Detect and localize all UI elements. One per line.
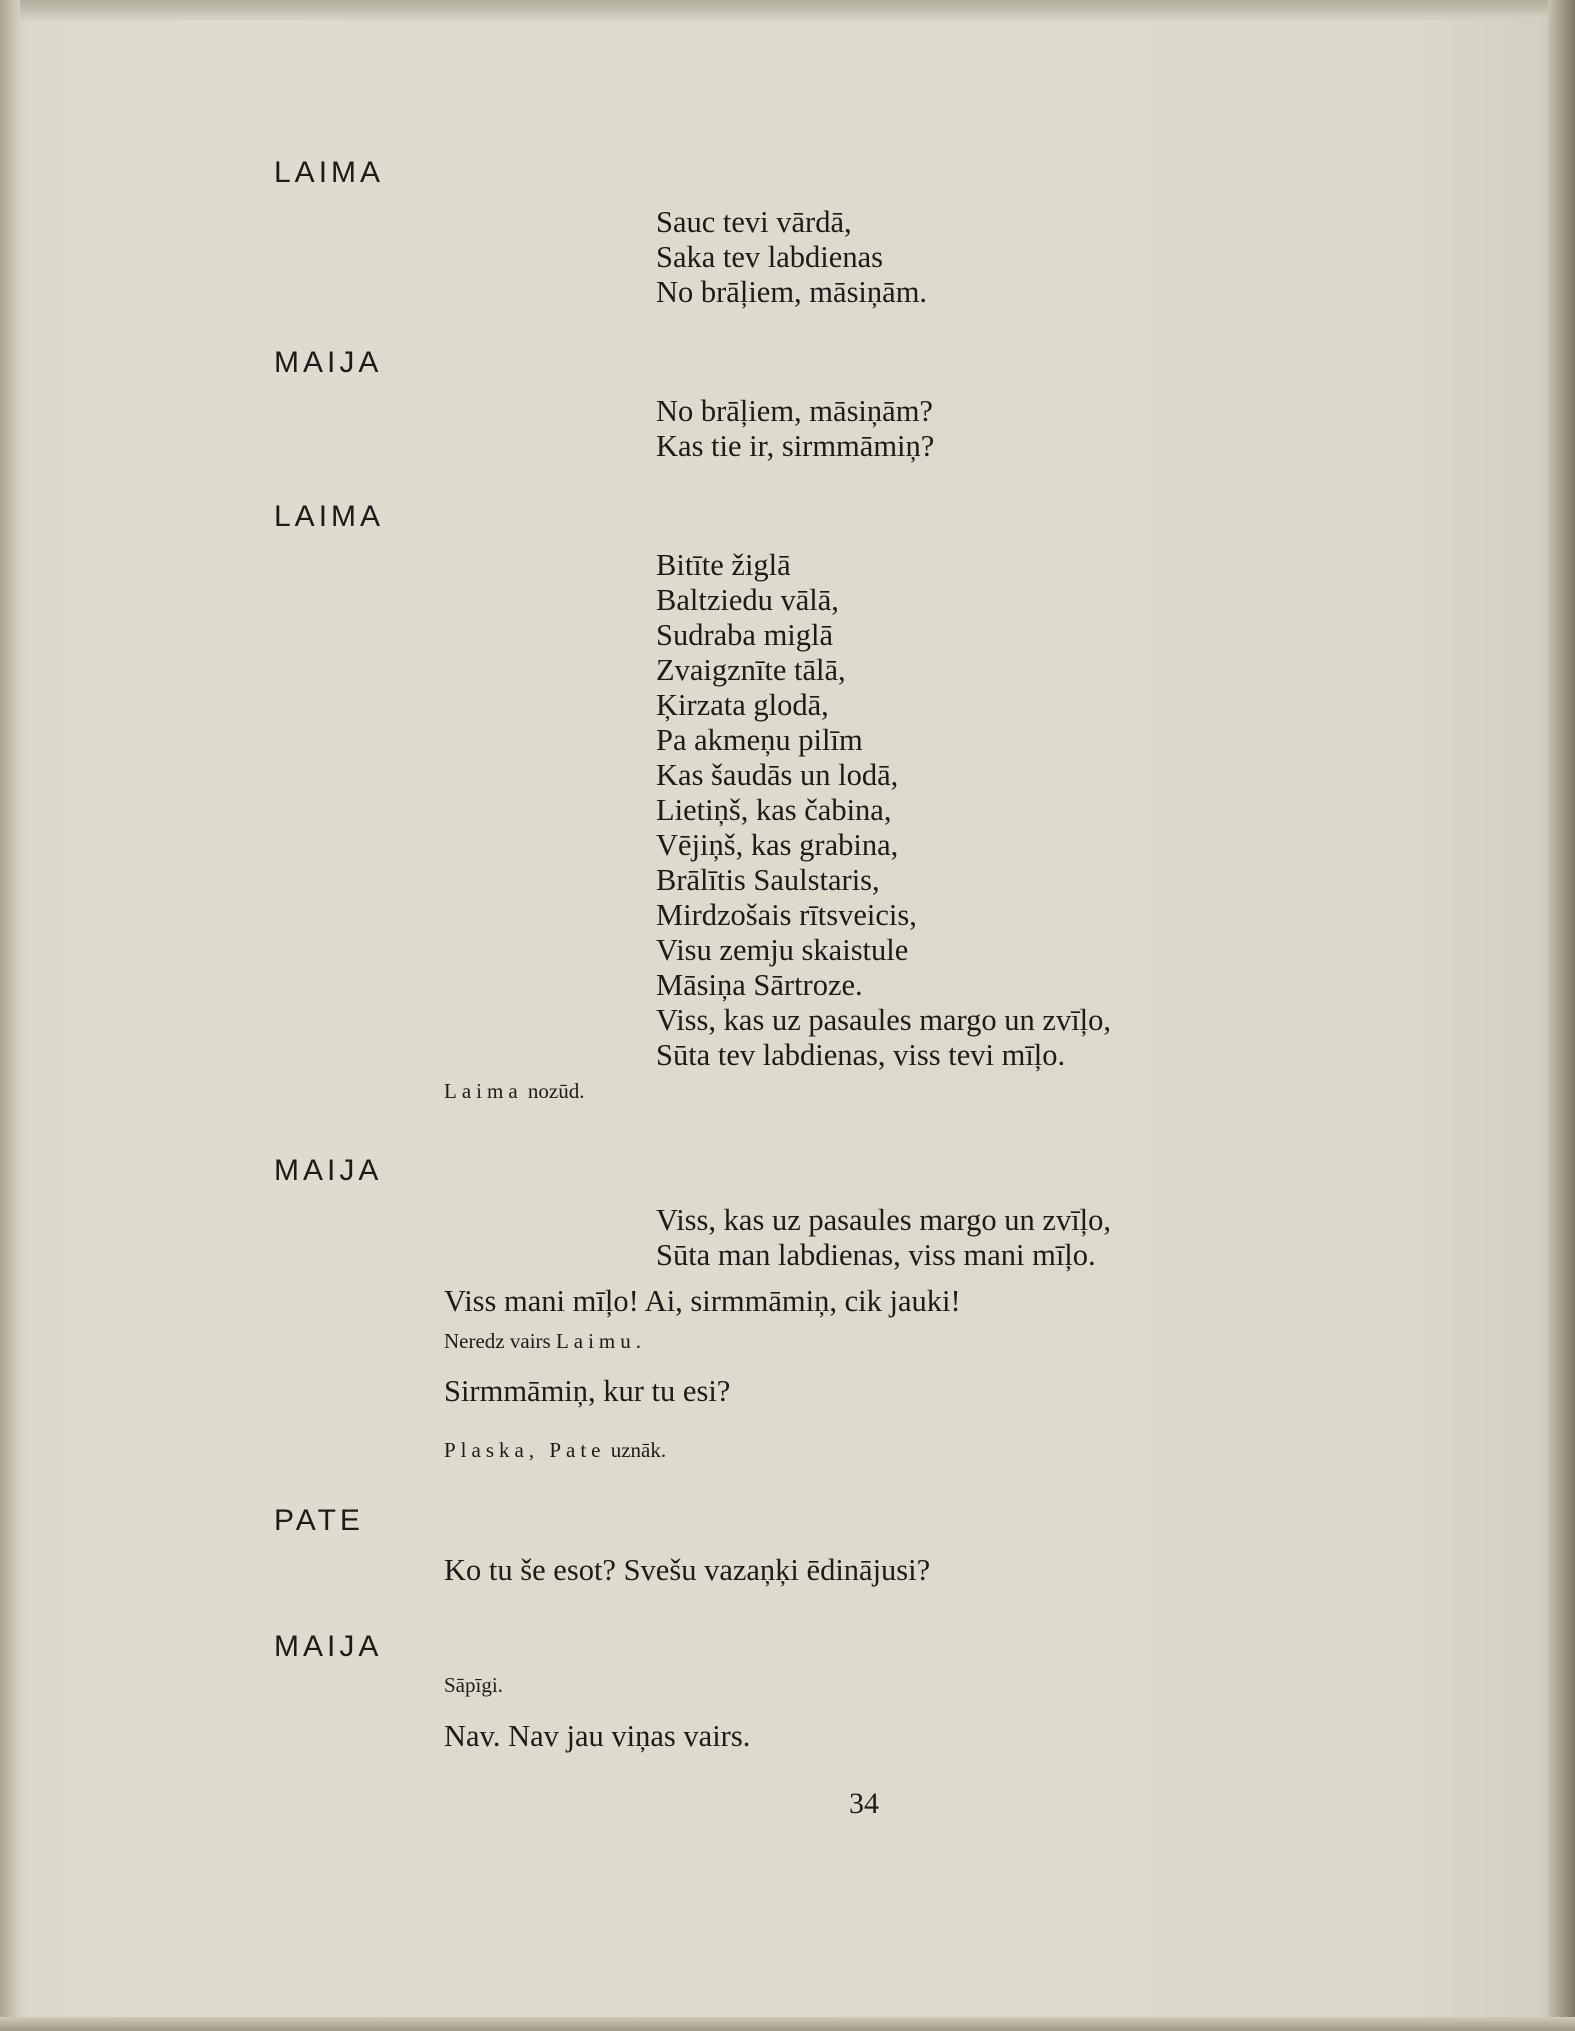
stage-character-name: Laimu. bbox=[555, 1329, 647, 1353]
dialogue-line: Ko tu še esot? Svešu vazaņķi ēdinājusi? bbox=[444, 1553, 931, 1587]
verse-line: Lietiņš, kas čabina, bbox=[656, 793, 892, 827]
verse-line: No brāļiem, māsiņām? bbox=[656, 394, 933, 428]
stage-character-names: Plaska, Pate bbox=[444, 1438, 606, 1462]
stage-direction-text: nozūd. bbox=[527, 1079, 585, 1103]
verse-line: Ķirzata glodā, bbox=[656, 688, 829, 722]
verse-line: Māsiņa Sārtroze. bbox=[656, 968, 863, 1002]
verse-line: Vējiņš, kas grabina, bbox=[656, 828, 899, 862]
verse-line: Baltziedu vālā, bbox=[656, 583, 839, 617]
verse-line: Zvaigznīte tālā, bbox=[656, 653, 846, 687]
page-number: 34 bbox=[849, 1787, 879, 1820]
page-bottom-edge bbox=[0, 2017, 1575, 2031]
verse-line: Visu zemju skaistule bbox=[656, 933, 909, 967]
dialogue-line: Sirmmāmiņ, kur tu esi? bbox=[444, 1374, 731, 1408]
dialogue-line: Nav. Nav jau viņas vairs. bbox=[444, 1719, 751, 1753]
book-binding-edge bbox=[1548, 0, 1575, 2031]
verse-line: Saka tev labdienas bbox=[656, 240, 883, 274]
speaker-name: MAIJA bbox=[274, 346, 383, 379]
speaker-name: LAIMA bbox=[274, 156, 385, 189]
verse-line: Mirdzošais rītsveicis, bbox=[656, 898, 917, 932]
stage-direction bbox=[444, 1081, 584, 1102]
verse-line: Viss, kas uz pasaules margo un zvīļo, bbox=[656, 1003, 1112, 1037]
verse-line: Kas šaudās un lodā, bbox=[656, 758, 899, 792]
stage-direction-text: Neredz vairs bbox=[444, 1329, 551, 1353]
verse-line: Sauc tevi vārdā, bbox=[656, 205, 852, 239]
dialogue-line: Viss mani mīļo! Ai, sirmmāmiņ, cik jauki! bbox=[444, 1284, 961, 1318]
speaker-name: MAIJA bbox=[274, 1154, 383, 1187]
speaker-name: LAIMA bbox=[274, 500, 385, 533]
stage-direction bbox=[444, 1440, 666, 1461]
stage-direction bbox=[444, 1331, 646, 1352]
speaker-name: PATE bbox=[274, 1504, 364, 1537]
speaker-name: MAIJA bbox=[274, 1630, 383, 1663]
page-top-edge bbox=[0, 0, 1575, 20]
stage-character-name: Laima bbox=[444, 1079, 523, 1103]
verse-line: Sūta man labdienas, viss mani mīļo. bbox=[656, 1238, 1096, 1272]
verse-line: Sudraba miglā bbox=[656, 618, 834, 652]
verse-line: No brāļiem, māsiņām. bbox=[656, 275, 928, 309]
verse-line: Sūta tev labdienas, viss tevi mīļo. bbox=[656, 1038, 1066, 1072]
verse-line: Viss, kas uz pasaules margo un zvīļo, bbox=[656, 1203, 1112, 1237]
verse-line: Brālītis Saulstaris, bbox=[656, 863, 880, 897]
stage-direction-text: uznāk. bbox=[610, 1438, 667, 1462]
page-left-edge bbox=[0, 0, 20, 2031]
stage-direction: Sāpīgi. bbox=[444, 1673, 503, 1697]
verse-line: Pa akmeņu pilīm bbox=[656, 723, 863, 757]
verse-line: Bitīte žiglā bbox=[656, 548, 791, 582]
verse-line: Kas tie ir, sirmmāmiņ? bbox=[656, 429, 935, 463]
